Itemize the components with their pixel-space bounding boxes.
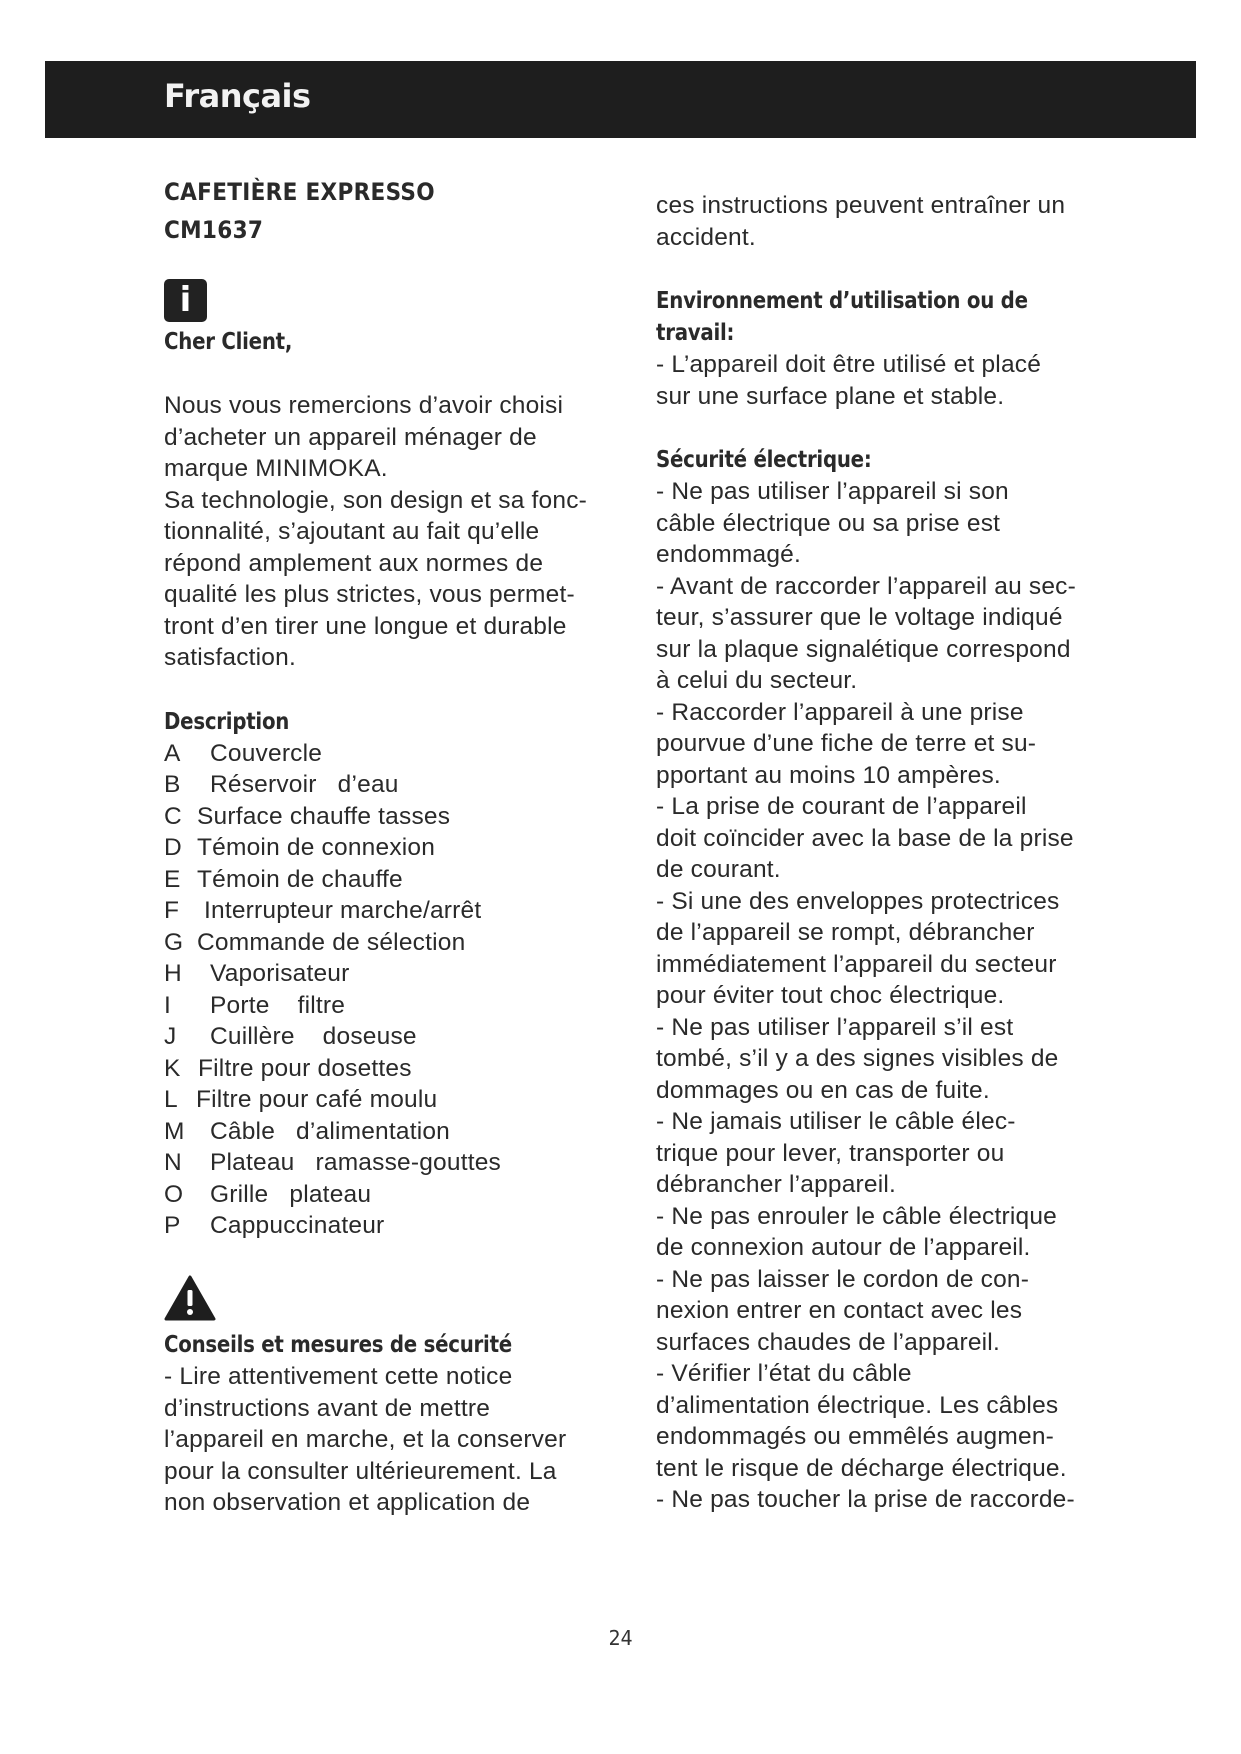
description-list: [164, 738, 614, 1242]
electrical-paragraph: [656, 476, 1111, 1516]
electrical-line: pportant au moins 10 ampères.: [656, 761, 1001, 789]
description-label: Commande de sélection: [197, 928, 466, 956]
greeting-heading: Cher Client,: [164, 329, 293, 355]
electrical-line: d’alimentation électrique. Les câbles: [656, 1391, 1059, 1419]
electrical-line: - Ne pas toucher la prise de raccorde-: [656, 1486, 1075, 1513]
description-letter: F: [164, 897, 180, 924]
page-number: 24: [608, 1626, 633, 1650]
description-letter: L: [164, 1086, 178, 1113]
electrical-line: - Ne pas enrouler le câble électrique: [656, 1202, 1057, 1230]
description-letter: E: [164, 865, 181, 893]
description-letter: I: [164, 991, 172, 1019]
electrical-line: - Ne pas laisser le cordon de con-: [656, 1265, 1030, 1293]
description-letter: D: [164, 834, 182, 861]
safety-line: non observation et application de: [164, 1489, 531, 1516]
description-item: [164, 958, 614, 990]
description-item: [164, 801, 614, 833]
environment-line: - L’appareil doit être utilisé et placé: [656, 351, 1042, 378]
description-label: Grille plateau: [210, 1180, 372, 1208]
environment-heading-cont: travail:: [656, 320, 735, 346]
electrical-line: tent le risque de décharge électrique.: [656, 1454, 1067, 1482]
electrical-line: pourvue d’une fiche de terre et su-: [656, 730, 1037, 757]
description-label: Vaporisateur: [210, 960, 350, 987]
electrical-line: tombé, s’il y a des signes visibles de: [656, 1045, 1059, 1072]
description-letter: B: [164, 771, 181, 798]
product-model: CM1637: [164, 216, 264, 244]
description-label: Témoin de connexion: [197, 834, 436, 861]
electrical-line: trique pour lever, transporter ou: [656, 1139, 1005, 1167]
electrical-line: - Raccorder l’appareil à une prise: [656, 698, 1024, 726]
safety-line: l’appareil en marche, et la conserver: [164, 1426, 567, 1453]
product-title-line1: CAFETIÈRE EXPRESSO: [164, 178, 435, 206]
description-letter: N: [164, 1149, 182, 1176]
description-letter: M: [164, 1117, 185, 1145]
intro-line: d’acheter un appareil ménager de: [164, 423, 537, 451]
description-label: Témoin de chauffe: [197, 865, 403, 893]
electrical-line: endommagés ou emmêlés augmen-: [656, 1423, 1055, 1450]
description-item: [164, 738, 614, 770]
intro-line: tront d’en tirer une longue et durable: [164, 612, 567, 640]
description-item: [164, 927, 614, 959]
intro-line: marque MINIMOKA.: [164, 455, 388, 482]
electrical-line: dommages ou en cas de fuite.: [656, 1076, 990, 1104]
description-label: Réservoir d’eau: [210, 771, 399, 798]
left-column: [164, 172, 614, 1519]
description-item: [164, 1210, 614, 1242]
safety-line: - Lire attentivement cette notice: [164, 1363, 513, 1390]
description-letter: C: [164, 802, 182, 830]
description-item: [164, 864, 614, 896]
electrical-line: de l’appareil se rompt, débrancher: [656, 919, 1035, 946]
description-item: [164, 1021, 614, 1053]
electrical-line: - Vérifier l’état du câble: [656, 1360, 912, 1387]
electrical-line: câble électrique ou sa prise est: [656, 509, 1001, 537]
electrical-line: doit coïncider avec la base de la prise: [656, 824, 1074, 852]
description-item: [164, 1053, 614, 1085]
electrical-line: de courant.: [656, 856, 781, 883]
description-label: Porte filtre: [210, 991, 346, 1019]
description-label: Filtre pour café moulu: [196, 1086, 438, 1113]
description-letter: K: [164, 1054, 181, 1082]
description-heading: Description: [164, 708, 290, 735]
electrical-heading: Sécurité électrique:: [656, 447, 872, 473]
description-item: [164, 1116, 614, 1148]
safety-heading: Conseils et mesures de sécurité: [164, 1332, 512, 1358]
language-header-bar: [45, 61, 1196, 138]
description-label: Cuillère doseuse: [210, 1023, 417, 1050]
intro-line: tionnalité, s’ajoutant au fait qu’elle: [164, 518, 540, 545]
description-label: Câble d’alimentation: [210, 1117, 451, 1145]
description-letter: P: [164, 1212, 181, 1239]
electrical-line: - Avant de raccorder l’appareil au sec-: [656, 572, 1076, 600]
environment-line: sur une surface plane et stable.: [656, 382, 1005, 410]
intro-line: Sa technologie, son design et sa fonc-: [164, 486, 588, 514]
electrical-line: - La prise de courant de l’appareil: [656, 793, 1027, 820]
description-item: [164, 1179, 614, 1211]
electrical-line: - Ne jamais utiliser le câble élec-: [656, 1108, 1016, 1135]
intro-line: satisfaction.: [164, 644, 296, 671]
description-label: Couvercle: [210, 739, 323, 767]
language-title: Français: [164, 77, 311, 115]
continuation-paragraph: [656, 190, 1111, 253]
description-letter: G: [164, 928, 184, 956]
right-column: [656, 190, 1111, 1516]
electrical-line: endommagé.: [656, 541, 802, 568]
warning-triangle-icon: [164, 1275, 216, 1321]
environment-paragraph: [656, 349, 1111, 412]
description-label: Plateau ramasse-gouttes: [210, 1149, 501, 1176]
description-label: Filtre pour dosettes: [198, 1054, 412, 1082]
safety-line: pour la consulter ultérieurement. La: [164, 1457, 557, 1485]
description-item: [164, 1147, 614, 1179]
electrical-line: - Si une des enveloppes protectrices: [656, 887, 1060, 915]
electrical-line: - Ne pas utiliser l’appareil si son: [656, 478, 1009, 505]
electrical-line: sur la plaque signalétique correspond: [656, 635, 1071, 663]
electrical-line: débrancher l’appareil.: [656, 1171, 897, 1198]
continuation-line: ces instructions peuvent entraîner un: [656, 192, 1066, 219]
description-item: [164, 895, 614, 927]
description-letter: O: [164, 1180, 184, 1208]
environment-heading: Environnement d’utilisation ou de: [656, 288, 1028, 314]
electrical-line: pour éviter tout choc électrique.: [656, 982, 1005, 1009]
electrical-line: de connexion autour de l’appareil.: [656, 1234, 1031, 1261]
safety-line: d’instructions avant de mettre: [164, 1394, 491, 1422]
intro-line: qualité les plus strictes, vous permet-: [164, 581, 575, 608]
electrical-line: surfaces chaudes de l’appareil.: [656, 1328, 1000, 1356]
description-item: [164, 769, 614, 801]
electrical-line: immédiatement l’appareil du secteur: [656, 950, 1057, 978]
electrical-line: teur, s’assurer que le voltage indiqué: [656, 604, 1063, 631]
description-label: Surface chauffe tasses: [197, 802, 451, 830]
description-letter: H: [164, 960, 182, 987]
intro-paragraph: [164, 390, 614, 674]
electrical-line: à celui du secteur.: [656, 667, 858, 694]
description-letter: A: [164, 739, 181, 767]
electrical-line: - Ne pas utiliser l’appareil s’il est: [656, 1013, 1014, 1041]
intro-line: répond amplement aux normes de: [164, 549, 544, 577]
safety-paragraph: [164, 1361, 614, 1519]
info-icon: i: [164, 279, 207, 322]
description-label: Cappuccinateur: [210, 1212, 385, 1239]
intro-line: Nous vous remercions d’avoir choisi: [164, 392, 564, 419]
description-label: Interrupteur marche/arrêt: [204, 897, 482, 924]
description-item: [164, 1084, 614, 1116]
description-item: [164, 832, 614, 864]
description-letter: J: [164, 1023, 177, 1050]
continuation-line: accident.: [656, 223, 756, 251]
description-item: [164, 990, 614, 1022]
electrical-line: nexion entrer en contact avec les: [656, 1297, 1023, 1324]
